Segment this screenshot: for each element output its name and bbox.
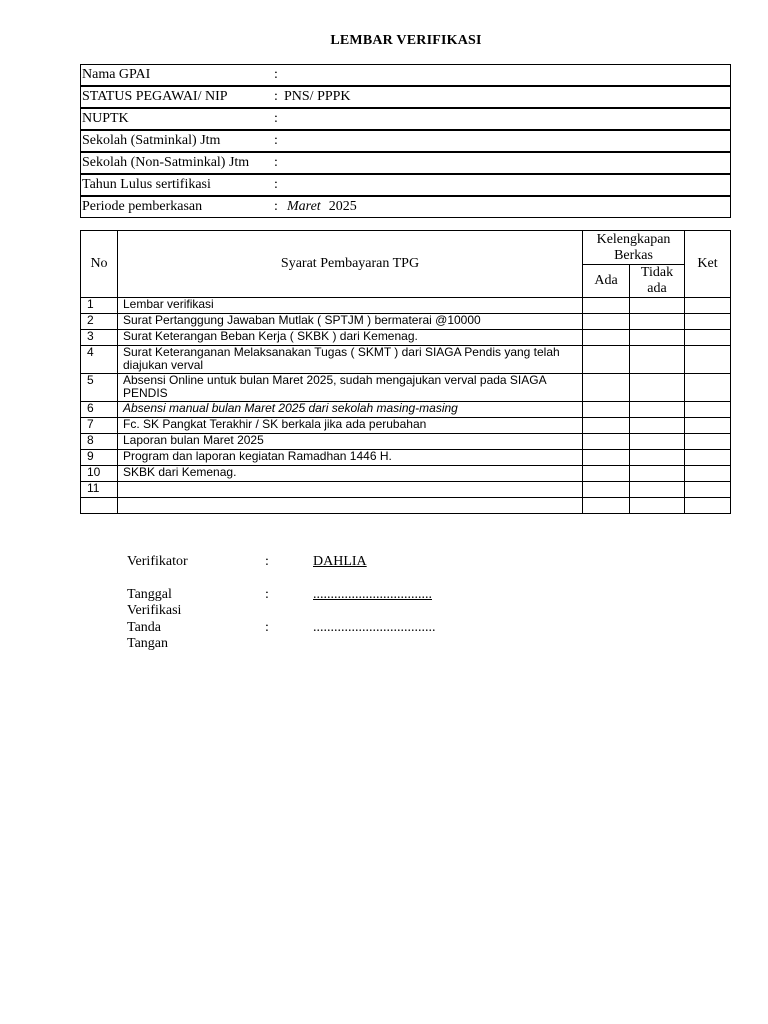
row-ket-cell[interactable] [685,418,731,434]
row-ada-cell[interactable] [583,330,630,346]
row-ada-cell[interactable] [583,466,630,482]
table-row [81,498,731,514]
row-tidak-ada-cell[interactable] [630,330,685,346]
row-ket-cell[interactable] [685,374,731,402]
row-ada-cell[interactable] [583,434,630,450]
row-number: 3 [81,330,118,346]
verifikator-value: DAHLIA [313,554,367,569]
table-row [81,434,731,450]
row-number: 6 [81,402,118,418]
row-tidak-ada-cell[interactable] [630,434,685,450]
row-requirement: Surat Pertanggung Jawaban Mutlak ( SPTJM ) bermaterai @10000 [118,314,583,330]
row-ket-cell[interactable] [685,498,731,514]
info-colon: : [274,199,278,214]
row-tidak-ada-cell[interactable] [630,466,685,482]
row-tidak-ada-cell[interactable] [630,374,685,402]
row-ada-cell[interactable] [583,482,630,498]
info-colon: : [274,133,278,148]
table-row [81,450,731,466]
row-tidak-ada-cell[interactable] [630,450,685,466]
row-requirement: Surat Keteranganan Melaksanakan Tugas ( SKMT ) dari SIAGA Pendis yang telah diajukan verval [118,346,583,374]
row-requirement: Program dan laporan kegiatan Ramadhan 1446 H. [118,450,583,466]
table-row [81,418,731,434]
row-number: 11 [81,482,118,498]
row-ada-cell[interactable] [583,450,630,466]
row-requirement: SKBK dari Kemenag. [118,466,583,482]
row-requirement: Lembar verifikasi [118,298,583,314]
row-ket-cell[interactable] [685,434,731,450]
row-tidak-ada-cell[interactable] [630,482,685,498]
row-number: 1 [81,298,118,314]
row-number [81,498,118,514]
row-number: 4 [81,346,118,374]
table-row [81,482,731,498]
tanggal-colon: : [265,587,269,602]
row-requirement: Absensi manual bulan Maret 2025 dari sekolah masing-masing [118,402,583,418]
info-label: Sekolah (Non-Satminkal) Jtm [82,155,250,170]
verifikator-colon: : [265,554,269,569]
tanda-tangan-value[interactable]: ................................... [313,620,436,635]
row-ada-cell[interactable] [583,402,630,418]
info-label: Nama GPAI [82,67,151,82]
tanggal-label: Tanggal Verifikasi [127,587,182,618]
header-kelengkapan: Kelengkapan Berkas [583,231,685,265]
info-row-periode [81,197,731,218]
table-row [81,298,731,314]
row-tidak-ada-cell[interactable] [630,314,685,330]
row-ket-cell[interactable] [685,482,731,498]
table-row [81,402,731,418]
row-ket-cell[interactable] [685,450,731,466]
row-ket-cell[interactable] [685,402,731,418]
row-requirement: Fc. SK Pangkat Terakhir / SK berkala jika ada perubahan [118,418,583,434]
periode-year: 2025 [328,199,357,214]
header-ada: Ada [583,265,630,298]
table-row [81,466,731,482]
row-requirement [118,498,583,514]
info-colon: : [274,89,278,104]
row-requirement: Surat Keterangan Beban Kerja ( SKBK ) dari Kemenag. [118,330,583,346]
info-label: Sekolah (Satminkal) Jtm [82,133,221,148]
row-ada-cell[interactable] [583,498,630,514]
info-row-non-satminkal [81,153,731,174]
row-requirement: Absensi Online untuk bulan Maret 2025, sudah mengajukan verval pada SIAGA PENDIS [118,374,583,402]
row-tidak-ada-cell[interactable] [630,298,685,314]
row-number: 7 [81,418,118,434]
info-row-status [81,87,731,108]
header-ket: Ket [685,231,731,298]
row-number: 10 [81,466,118,482]
row-ket-cell[interactable] [685,346,731,374]
row-requirement: Laporan bulan Maret 2025 [118,434,583,450]
info-row-nuptk [81,109,731,130]
row-ket-cell[interactable] [685,330,731,346]
row-ada-cell[interactable] [583,298,630,314]
info-label: NUPTK [82,111,129,126]
verifikator-label: Verifikator [127,554,188,569]
document-title: LEMBAR VERIFIKASI [330,33,482,48]
row-number: 2 [81,314,118,330]
row-number: 8 [81,434,118,450]
info-value: PNS/ PPPK [284,89,351,104]
table-row [81,374,731,402]
tanda-tangan-colon: : [265,620,269,635]
row-tidak-ada-cell[interactable] [630,402,685,418]
info-label: STATUS PEGAWAI/ NIP [82,89,228,104]
row-ket-cell[interactable] [685,298,731,314]
row-number: 9 [81,450,118,466]
row-ket-cell[interactable] [685,314,731,330]
row-requirement [118,482,583,498]
row-ada-cell[interactable] [583,314,630,330]
info-colon: : [274,67,278,82]
periode-month: Maret [287,199,321,214]
row-tidak-ada-cell[interactable] [630,418,685,434]
header-no: No [81,231,118,298]
row-tidak-ada-cell[interactable] [630,346,685,374]
tanda-tangan-label: Tanda Tangan [127,620,169,651]
row-number: 5 [81,374,118,402]
info-colon: : [274,111,278,126]
row-ada-cell[interactable] [583,346,630,374]
header-tidak-ada: Tidak ada [630,265,685,298]
info-row-tahun-lulus [81,175,731,196]
header-syarat: Syarat Pembayaran TPG [118,231,583,298]
row-tidak-ada-cell[interactable] [630,498,685,514]
info-colon: : [274,177,278,192]
table-row [81,346,731,374]
identity-table [80,64,731,218]
info-label: Periode pemberkasan [82,199,203,214]
info-row-nama [81,65,731,86]
row-ada-cell[interactable] [583,418,630,434]
requirements-table [80,230,731,514]
table-row [81,314,731,330]
row-ada-cell[interactable] [583,374,630,402]
info-label: Tahun Lulus sertifikasi [82,177,211,192]
info-colon: : [274,155,278,170]
row-ket-cell[interactable] [685,466,731,482]
table-row [81,330,731,346]
info-row-satminkal [81,131,731,152]
tanggal-value[interactable]: .................................. [313,587,432,602]
